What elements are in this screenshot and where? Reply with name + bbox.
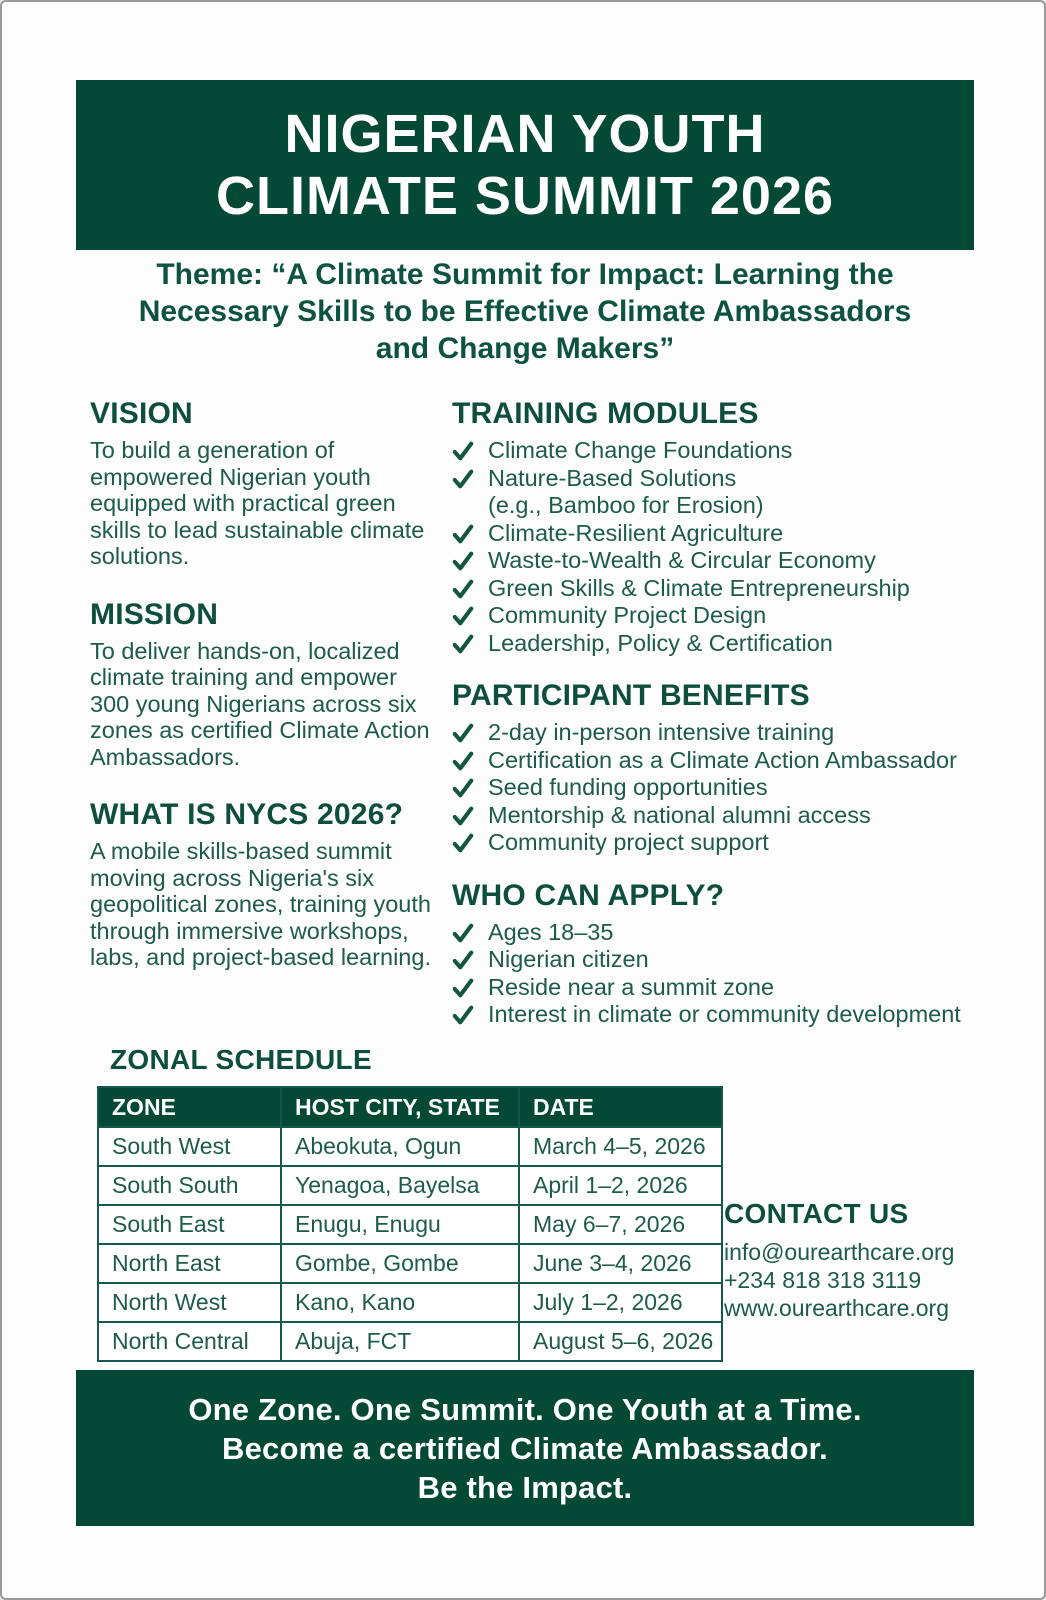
what-is-nycs-section — [90, 798, 438, 971]
list-item — [452, 1001, 982, 1029]
check-icon — [452, 922, 474, 944]
table-header-row — [98, 1087, 722, 1127]
list-item — [452, 602, 982, 630]
list-item-label: Waste-to-Wealth & Circular Economy — [488, 547, 876, 573]
mission-heading: MISSION — [90, 597, 219, 631]
contact-website: www.ourearthcare.org — [724, 1295, 949, 1321]
who-can-apply-section — [452, 879, 982, 1029]
what-is-nycs-body: A mobile skills-based summit moving across Nigeria's six geopolitical zones, training youth through immersive workshops, labs, and project-based learning. — [90, 838, 431, 970]
training-modules-heading: TRAINING MODULES — [452, 397, 759, 430]
list-item-label: Green Skills & Climate Entrepreneurship — [488, 574, 910, 601]
training-modules-section — [452, 397, 982, 657]
contact-heading: CONTACT US — [724, 1198, 909, 1229]
cell-host-city: Abuja, FCT — [281, 1322, 519, 1361]
cell-date: July 1–2, 2026 — [519, 1283, 722, 1322]
who-can-apply-heading: WHO CAN APPLY? — [452, 878, 725, 912]
cell-zone: South South — [98, 1166, 281, 1205]
check-icon — [452, 750, 474, 772]
list-item-label: (e.g., Bamboo for Erosion) — [488, 492, 764, 518]
list-item — [452, 747, 982, 775]
list-item — [452, 774, 982, 802]
page-title: NIGERIAN YOUTH — [284, 104, 766, 164]
participant-benefits-section — [452, 679, 982, 857]
footer-slogan-line: Become a certified Climate Ambassador. — [221, 1430, 828, 1466]
cell-date: March 4–5, 2026 — [519, 1127, 722, 1166]
footer-slogan-line: Be the Impact. — [417, 1469, 633, 1505]
list-item-label: Certification as a Climate Action Ambassador — [488, 746, 957, 773]
list-item — [452, 974, 982, 1002]
list-item-label: Seed funding opportunities — [488, 774, 768, 800]
list-item — [452, 630, 982, 658]
table-row — [98, 1244, 722, 1283]
list-item-label: Ages 18–35 — [488, 918, 614, 945]
list-item-label: Leadership, Policy & Certification — [488, 629, 833, 656]
who-can-apply-list — [452, 919, 982, 1029]
cell-date: April 1–2, 2026 — [519, 1166, 722, 1205]
check-icon — [452, 440, 474, 462]
footer-banner — [76, 1370, 974, 1526]
cell-zone: North East — [98, 1244, 281, 1283]
list-item — [452, 520, 982, 548]
list-item — [452, 547, 982, 575]
list-item-label: 2-day in-person intensive training — [488, 719, 835, 745]
table-row — [98, 1166, 722, 1205]
cell-zone: South West — [98, 1127, 281, 1166]
list-item-label: Nigerian citizen — [488, 946, 649, 972]
cell-host-city: Enugu, Enugu — [281, 1205, 519, 1244]
table-row — [98, 1205, 722, 1244]
list-item-label: Interest in climate or community development — [488, 1001, 961, 1027]
list-item — [452, 575, 982, 603]
contact-phone: +234 818 318 3119 — [724, 1267, 922, 1293]
list-item — [452, 919, 982, 947]
theme-text: Theme: “A Climate Summit for Impact: Learning the Necessary Skills to be Effective Climate Ambassadors and Change Makers” — [138, 258, 912, 365]
cell-host-city: Abeokuta, Ogun — [281, 1127, 519, 1166]
list-item-label: Climate-Resilient Agriculture — [488, 519, 784, 546]
training-modules-list — [452, 437, 982, 657]
check-icon — [452, 949, 474, 971]
check-icon — [452, 550, 474, 572]
cell-host-city: Kano, Kano — [281, 1283, 519, 1322]
list-item-label: Community project support — [488, 829, 769, 855]
cell-date: June 3–4, 2026 — [519, 1244, 722, 1283]
check-icon — [452, 633, 474, 655]
cell-date: May 6–7, 2026 — [519, 1205, 722, 1244]
list-item-label: Mentorship & national alumni access — [488, 801, 871, 828]
list-item-label: Climate Change Foundations — [488, 437, 793, 463]
header-banner — [76, 80, 974, 250]
zonal-schedule-heading: ZONAL SCHEDULE — [110, 1044, 372, 1075]
list-item — [452, 946, 982, 974]
cell-host-city: Gombe, Gombe — [281, 1244, 519, 1283]
cell-zone: North Central — [98, 1322, 281, 1361]
list-item — [452, 802, 982, 830]
column-header-zone: ZONE — [98, 1087, 281, 1127]
check-icon — [452, 722, 474, 744]
check-icon — [452, 977, 474, 999]
list-item — [452, 465, 982, 493]
check-icon — [452, 605, 474, 627]
check-icon — [452, 578, 474, 600]
list-item-label: Community Project Design — [488, 602, 767, 628]
check-icon — [452, 805, 474, 827]
column-header-date: DATE — [519, 1087, 722, 1127]
zonal-schedule-table — [97, 1086, 723, 1362]
table-row — [98, 1127, 722, 1166]
table-row — [98, 1283, 722, 1322]
vision-section — [90, 397, 438, 570]
vision-body: To build a generation of empowered Nigerian youth equipped with practical green skills to lead sustainable climate solutions. — [90, 437, 425, 569]
participant-benefits-heading: PARTICIPANT BENEFITS — [452, 679, 810, 712]
check-icon — [452, 832, 474, 854]
cell-zone: North West — [98, 1283, 281, 1322]
list-item-label: Nature-Based Solutions — [488, 464, 737, 491]
list-item — [452, 719, 982, 747]
mission-section — [90, 598, 438, 771]
contact-section — [724, 1198, 984, 1322]
cell-zone: South East — [98, 1205, 281, 1244]
right-column — [452, 397, 982, 1051]
left-column — [90, 397, 438, 999]
participant-benefits-list — [452, 719, 982, 857]
table-row — [98, 1322, 722, 1361]
page-title: CLIMATE SUMMIT 2026 — [215, 166, 835, 226]
vision-heading: VISION — [90, 397, 193, 430]
check-icon — [452, 523, 474, 545]
cell-host-city: Yenagoa, Bayelsa — [281, 1166, 519, 1205]
mission-body: To deliver hands-on, localized climate training and empower 300 young Nigerians across six zones as certified Climate Action Ambassadors. — [90, 637, 430, 770]
what-is-nycs-heading: WHAT IS NYCS 2026? — [90, 798, 404, 831]
list-item-continuation — [452, 492, 982, 520]
list-item — [452, 829, 982, 857]
list-item — [452, 437, 982, 465]
check-icon — [452, 777, 474, 799]
column-header-host-city: HOST CITY, STATE — [281, 1087, 519, 1127]
check-icon — [452, 468, 474, 490]
contact-email: info@ourearthcare.org — [724, 1239, 955, 1265]
list-item-label: Reside near a summit zone — [488, 973, 775, 1000]
check-icon — [452, 1004, 474, 1026]
cell-date: August 5–6, 2026 — [519, 1322, 722, 1361]
footer-slogan-line: One Zone. One Summit. One Youth at a Time. — [188, 1391, 862, 1427]
